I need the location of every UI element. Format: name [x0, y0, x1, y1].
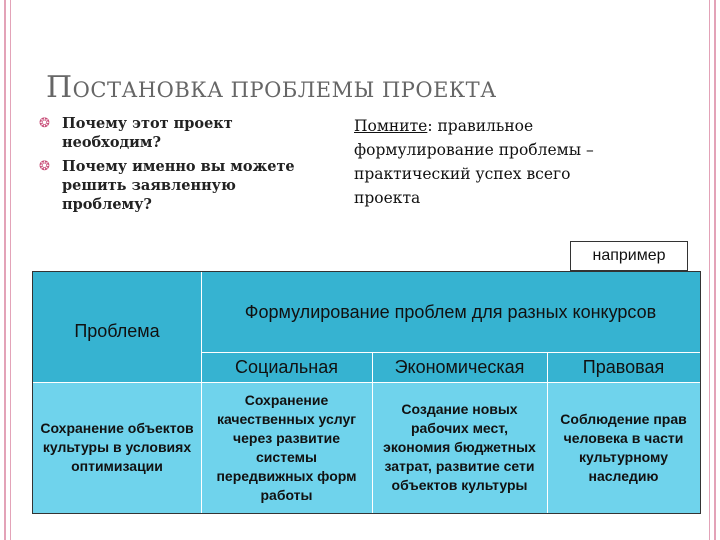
- grid-line: [201, 352, 700, 353]
- grid-line: [372, 352, 373, 513]
- problems-table: [32, 271, 701, 514]
- reminder-note: [354, 114, 594, 210]
- problem-cell: Сохранение объектов культуры в условиях оптимизации: [33, 382, 201, 513]
- economic-cell: Создание новых рабочих мест, экономия бюджетных затрат, развитие сети объектов культуры: [372, 382, 547, 513]
- column-header-social: Социальная: [201, 352, 372, 382]
- frame-right-outer: [714, 0, 716, 540]
- column-header-economic: Экономическая: [372, 352, 547, 382]
- grid-line: [33, 382, 700, 383]
- bullet-list: [38, 114, 328, 219]
- legal-cell: Соблюдение прав человека в части культурному наследию: [547, 382, 700, 513]
- bullet-icon: ❂: [39, 116, 50, 131]
- column-header-legal: Правовая: [547, 352, 700, 382]
- social-cell: Сохранение качественных услуг через развитие системы передвижных форм работы: [201, 382, 372, 513]
- note-text: : правильное формулирование проблемы – практический успех всего проекта: [354, 117, 594, 207]
- title-rest: ОСТАНОВКА ПРОБЛЕМЫ ПРОЕКТА: [72, 78, 497, 102]
- frame-right-inner: [709, 0, 710, 540]
- frame-left-inner: [10, 0, 11, 540]
- group-header: Формулирование проблем для разных конкурсов: [201, 272, 700, 352]
- bullet-item: [38, 114, 328, 152]
- note-underlined: Помните: [354, 117, 428, 135]
- frame-left-outer: [4, 0, 6, 540]
- grid-line: [547, 352, 548, 513]
- grid-line: [201, 272, 202, 513]
- example-label: например: [570, 241, 688, 271]
- bullet-text: Почему именно вы можете решить заявленную проблему?: [62, 158, 295, 213]
- bullet-item: [38, 157, 328, 214]
- slide-title: [46, 70, 497, 105]
- bullet-text: Почему этот проект необходим?: [62, 115, 233, 151]
- bullet-icon: ❂: [39, 159, 50, 174]
- title-first-letter: П: [46, 70, 73, 105]
- problem-header: Проблема: [33, 272, 201, 382]
